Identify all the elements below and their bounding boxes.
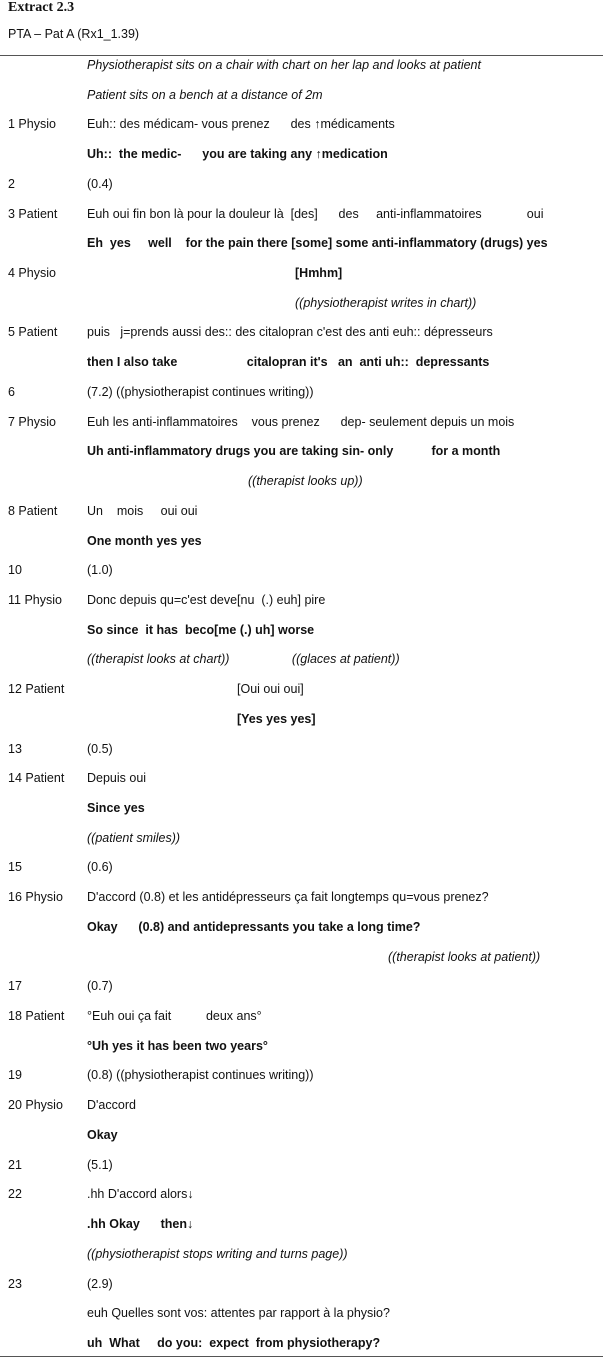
transcript-line — [0, 1096, 603, 1114]
transcript-line — [0, 502, 603, 520]
transcript-line — [0, 205, 603, 223]
line-number-speaker: 14 Patient — [8, 771, 65, 786]
utterance-text: euh Quelles sont vos: attentes par rapport à la physio? — [87, 1306, 390, 1321]
transcript-line — [0, 948, 603, 966]
transcript-line — [0, 472, 603, 490]
annotation-text: ((therapist looks at chart)) ((glaces at patient)) — [87, 652, 400, 667]
utterance-text: (0.6) — [87, 860, 113, 875]
transcript-line — [0, 1215, 603, 1233]
line-number-speaker: 22 — [8, 1187, 22, 1202]
transcript-line — [0, 353, 603, 371]
annotation-text: ((physiotherapist stops writing and turns page)) — [87, 1246, 348, 1261]
extract-subtitle: PTA – Pat A (Rx1_1.39) — [8, 27, 140, 41]
line-number-speaker: 11 Physio — [8, 592, 62, 607]
transcript-line — [0, 710, 603, 728]
line-number-speaker: 21 — [8, 1157, 22, 1172]
transcript-line — [0, 175, 603, 193]
line-number-speaker: 6 — [8, 384, 15, 399]
utterance-text: [Oui oui oui] — [237, 682, 304, 697]
utterance-text: Depuis oui — [87, 771, 147, 786]
transcript-line — [0, 650, 603, 668]
transcript-line — [0, 680, 603, 698]
english-translation: Okay (0.8) and antidepressants you take a long time? — [87, 919, 421, 934]
transcript-line — [0, 1245, 603, 1263]
extract-title: Extract 2.3 — [8, 0, 75, 15]
line-number-speaker: 8 Patient — [8, 503, 58, 518]
line-number-speaker: 3 Patient — [8, 206, 58, 221]
transcript-line — [0, 1334, 603, 1352]
english-translation: °Uh yes it has been two years° — [87, 1038, 268, 1053]
english-translation: [Hmhm] — [295, 266, 343, 281]
line-number-speaker: 4 Physio — [8, 266, 56, 281]
line-number-speaker: 18 Patient — [8, 1009, 65, 1024]
utterance-text: (0.7) — [87, 979, 113, 994]
line-number-speaker: 7 Physio — [8, 414, 56, 429]
english-translation: then I also take citalopran it's an anti uh:: depressants — [87, 355, 490, 370]
line-number-speaker: 1 Physio — [8, 117, 56, 132]
utterance-text: (1.0) — [87, 563, 113, 578]
transcript-line — [0, 1185, 603, 1203]
transcript-line — [0, 740, 603, 758]
transcript-line — [0, 383, 603, 401]
utterance-text: Euh oui fin bon là pour la douleur là [des] des anti-inflammatoires oui — [87, 206, 544, 221]
utterance-text: °Euh oui ça fait deux ans° — [87, 1009, 262, 1024]
transcript-line — [0, 86, 603, 104]
transcript-line — [0, 829, 603, 847]
transcript-line — [0, 294, 603, 312]
transcript-line — [0, 115, 603, 133]
line-number-speaker: 13 — [8, 741, 22, 756]
utterance-text: Euh les anti-inflammatoires vous prenez dep- seulement depuis un mois — [87, 414, 515, 429]
transcript-line — [0, 56, 603, 74]
transcript-line — [0, 413, 603, 431]
transcript-line — [0, 769, 603, 787]
line-number-speaker: 12 Patient — [8, 682, 65, 697]
transcript-line — [0, 532, 603, 550]
transcript-line — [0, 918, 603, 936]
annotation-text: Patient sits on a bench at a distance of 2m — [87, 87, 323, 102]
transcript-line — [0, 323, 603, 341]
utterance-text: D'accord (0.8) et les antidépresseurs ça fait longtemps qu=vous prenez? — [87, 890, 489, 905]
utterance-text: Un mois oui oui — [87, 503, 198, 518]
annotation-text: ((patient smiles)) — [87, 830, 181, 845]
utterance-text: (0.8) ((physiotherapist continues writing)) — [87, 1068, 314, 1083]
transcript-line — [0, 1156, 603, 1174]
transcript-line — [0, 1007, 603, 1025]
transcript-line — [0, 888, 603, 906]
english-translation: Uh anti-inflammatory drugs you are taking sin- only for a month — [87, 444, 501, 459]
transcript-line — [0, 621, 603, 639]
annotation-text: ((therapist looks up)) — [248, 474, 363, 489]
transcript-line — [0, 234, 603, 252]
utterance-text: (0.5) — [87, 741, 113, 756]
line-number-speaker: 10 — [8, 563, 22, 578]
transcript-line — [0, 1275, 603, 1293]
annotation-text: ((physiotherapist writes in chart)) — [295, 295, 477, 310]
transcript-line — [0, 442, 603, 460]
utterance-text: Donc depuis qu=c'est deve[nu (.) euh] pire — [87, 592, 326, 607]
english-translation: Uh:: the medic- you are taking any ↑medication — [87, 147, 388, 162]
transcript-line — [0, 1066, 603, 1084]
transcript-line — [0, 1304, 603, 1322]
annotation-text: ((therapist looks at patient)) — [388, 949, 541, 964]
english-translation: One month yes yes — [87, 533, 202, 548]
line-number-speaker: 2 — [8, 176, 15, 191]
english-translation: [Yes yes yes] — [237, 711, 316, 726]
line-number-speaker: 5 Patient — [8, 325, 58, 340]
transcript-line — [0, 145, 603, 163]
english-translation: So since it has beco[me (.) uh] worse — [87, 622, 315, 637]
line-number-speaker: 20 Physio — [8, 1098, 63, 1113]
utterance-text: (0.4) — [87, 176, 113, 191]
transcript-line — [0, 1037, 603, 1055]
transcript-line — [0, 858, 603, 876]
line-number-speaker: 15 — [8, 860, 22, 875]
utterance-text: (7.2) ((physiotherapist continues writing)) — [87, 384, 314, 399]
english-translation: .hh Okay then↓ — [87, 1217, 194, 1232]
transcript-line — [0, 591, 603, 609]
line-number-speaker: 19 — [8, 1068, 22, 1083]
utterance-text: (2.9) — [87, 1276, 113, 1291]
transcript-line — [0, 1126, 603, 1144]
transcript-line — [0, 799, 603, 817]
utterance-text: (5.1) — [87, 1157, 113, 1172]
annotation-text: Physiotherapist sits on a chair with chart on her lap and looks at patient — [87, 58, 481, 72]
english-translation: Eh yes well for the pain there [some] some anti-inflammatory (drugs) yes — [87, 236, 548, 251]
utterance-text: D'accord — [87, 1098, 136, 1113]
bottom-rule — [0, 1356, 603, 1357]
utterance-text: puis j=prends aussi des:: des citalopran c'est des anti euh:: dépresseurs — [87, 325, 493, 340]
english-translation: uh What do you: expect from physiotherapy? — [87, 1335, 381, 1350]
transcript-line — [0, 264, 603, 282]
utterance-text: .hh D'accord alors↓ — [87, 1187, 194, 1202]
english-translation: Okay — [87, 1127, 118, 1142]
utterance-text: Euh:: des médicam- vous prenez des ↑médicaments — [87, 117, 395, 132]
line-number-speaker: 16 Physio — [8, 890, 63, 905]
transcript-line — [0, 977, 603, 995]
english-translation: Since yes — [87, 801, 145, 815]
line-number-speaker: 23 — [8, 1276, 22, 1291]
transcript-line — [0, 561, 603, 579]
line-number-speaker: 17 — [8, 979, 22, 994]
